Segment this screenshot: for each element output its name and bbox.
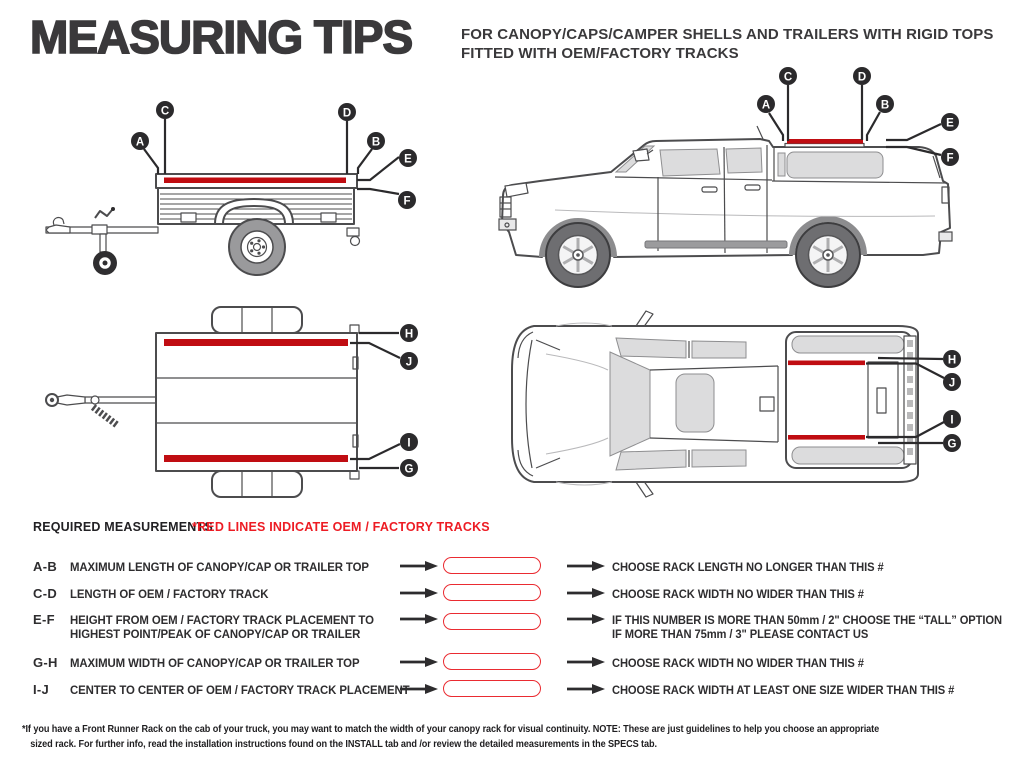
arrow-right-icon — [566, 560, 606, 572]
measurement-instruction: CHOOSE RACK WIDTH AT LEAST ONE SIZE WIDER THAN THIS # — [612, 683, 955, 697]
svg-text:D: D — [857, 71, 867, 84]
measurement-description: MAXIMUM WIDTH OF CANOPY/CAP OR TRAILER TOP — [70, 656, 360, 670]
trailer-top-drawing — [46, 307, 359, 497]
callout-h — [400, 324, 418, 342]
measurement-row-ij — [0, 682, 1024, 714]
callout-c — [156, 101, 174, 119]
svg-text:I: I — [407, 437, 411, 450]
measurement-code: A-B — [33, 559, 58, 574]
measurement-code: G-H — [33, 655, 58, 670]
footnote-line-1: *If you have a Front Runner Rack on the cab of your truck, you may want to match the width of your canopy rack for visual continuity. NOTE: These are just guidelines to help you choose an appropriate — [22, 724, 880, 735]
callout-j — [943, 373, 961, 391]
callout-g — [943, 434, 961, 452]
callout-d — [338, 103, 356, 121]
measurement-description: LENGTH OF OEM / FACTORY TRACK — [70, 587, 269, 601]
arrow-right-icon — [399, 613, 439, 625]
measurement-description: MAXIMUM LENGTH OF CANOPY/CAP OR TRAILER TOP — [70, 560, 369, 574]
callout-i — [400, 433, 418, 451]
measurement-value-field — [443, 584, 541, 601]
trailer-top-view-diagram — [25, 295, 445, 510]
measurement-value-field — [443, 557, 541, 574]
truck-rear-wheel — [796, 223, 860, 287]
svg-text:J: J — [405, 356, 413, 369]
measurement-row-ef — [0, 612, 1024, 644]
callout-a — [131, 132, 149, 150]
arrow-right-icon — [399, 587, 439, 599]
callout-e — [399, 149, 417, 167]
trailer-wheel — [229, 219, 285, 275]
measurement-instruction: CHOOSE RACK LENGTH NO LONGER THAN THIS # — [612, 560, 884, 574]
svg-text:E: E — [946, 117, 954, 130]
measurement-legend-title: REQUIRED MEASUREMENTS — [33, 520, 213, 534]
measurement-description: HEIGHT FROM OEM / FACTORY TRACK PLACEMENT TO HIGHEST POINT/PEAK OF CANOPY/CAP OR TRAILER — [70, 613, 374, 641]
oem-track-line — [164, 339, 348, 346]
svg-text:B: B — [880, 99, 890, 112]
measurement-code: E-F — [33, 612, 55, 627]
callout-b — [876, 95, 894, 113]
subtitle-line-2: FITTED WITH OEM/FACTORY TRACKS — [461, 45, 739, 62]
measurement-instruction: IF THIS NUMBER IS MORE THAN 50mm / 2" CHOOSE THE “TALL” OPTION IF MORE THAN 75mm / 3" PLEASE CONTACT US — [612, 613, 1002, 641]
red-lines-note: *RED LINES INDICATE OEM / FACTORY TRACKS — [192, 520, 490, 534]
arrow-right-icon — [566, 683, 606, 695]
subtitle-line-1: FOR CANOPY/CAPS/CAMPER SHELLS AND TRAILERS WITH RIGID TOPS — [461, 26, 994, 43]
callout-h — [943, 350, 961, 368]
arrow-right-icon — [399, 560, 439, 572]
jockey-wheel — [93, 251, 117, 275]
oem-track-line — [164, 178, 346, 184]
truck-side-view-diagram — [495, 60, 1015, 300]
oem-track-line — [787, 139, 863, 144]
callout-c — [779, 67, 797, 85]
page-subtitle — [461, 25, 994, 63]
svg-text:B: B — [371, 136, 381, 149]
footnote-line-2: sized rack. For further info, read the installation instructions found on the INSTALL tab and /or review the detailed measurements in the SPECS tab. — [30, 739, 657, 750]
svg-text:H: H — [404, 328, 414, 341]
callout-d — [853, 67, 871, 85]
arrow-right-icon — [566, 656, 606, 668]
trailer-side-drawing — [46, 174, 360, 275]
svg-text:D: D — [342, 107, 352, 120]
measurement-instruction: CHOOSE RACK WIDTH NO WIDER THAN THIS # — [612, 656, 864, 670]
truck-top-drawing — [512, 311, 918, 497]
oem-track-line — [164, 455, 348, 462]
measurement-code: C-D — [33, 586, 58, 601]
arrow-right-icon — [399, 656, 439, 668]
callout-e — [941, 113, 959, 131]
svg-text:C: C — [160, 105, 170, 118]
truck-top-view-diagram — [500, 310, 965, 505]
svg-text:H: H — [947, 354, 957, 367]
footnote — [22, 722, 1024, 752]
svg-text:A: A — [761, 99, 771, 112]
svg-text:J: J — [948, 377, 956, 390]
callout-j — [400, 352, 418, 370]
callout-b — [367, 132, 385, 150]
svg-text:G: G — [404, 463, 414, 476]
svg-text:F: F — [403, 195, 411, 208]
svg-text:F: F — [946, 152, 954, 165]
callout-f — [398, 191, 416, 209]
truck-front-wheel — [546, 223, 610, 287]
measurement-instruction: CHOOSE RACK WIDTH NO WIDER THAN THIS # — [612, 587, 864, 601]
callout-g — [400, 459, 418, 477]
oem-track-line — [788, 435, 865, 440]
arrow-right-icon — [566, 613, 606, 625]
svg-text:A: A — [135, 136, 145, 149]
truck-side-drawing — [499, 126, 952, 287]
svg-text:E: E — [404, 153, 412, 166]
trailer-side-view-diagram — [25, 90, 445, 305]
measurement-value-field — [443, 613, 541, 630]
callout-f — [941, 148, 959, 166]
measurement-value-field — [443, 680, 541, 697]
svg-text:C: C — [783, 71, 793, 84]
measurement-description: CENTER TO CENTER OF OEM / FACTORY TRACK PLACEMENT — [70, 683, 410, 697]
svg-text:G: G — [947, 438, 957, 451]
callout-i — [943, 410, 961, 428]
measurement-code: I-J — [33, 682, 50, 697]
arrow-right-icon — [399, 683, 439, 695]
oem-track-line — [788, 361, 865, 366]
arrow-right-icon — [566, 587, 606, 599]
measurement-value-field — [443, 653, 541, 670]
svg-text:I: I — [950, 414, 954, 427]
page-title: MEASURING TIPS — [30, 11, 413, 63]
callout-a — [757, 95, 775, 113]
